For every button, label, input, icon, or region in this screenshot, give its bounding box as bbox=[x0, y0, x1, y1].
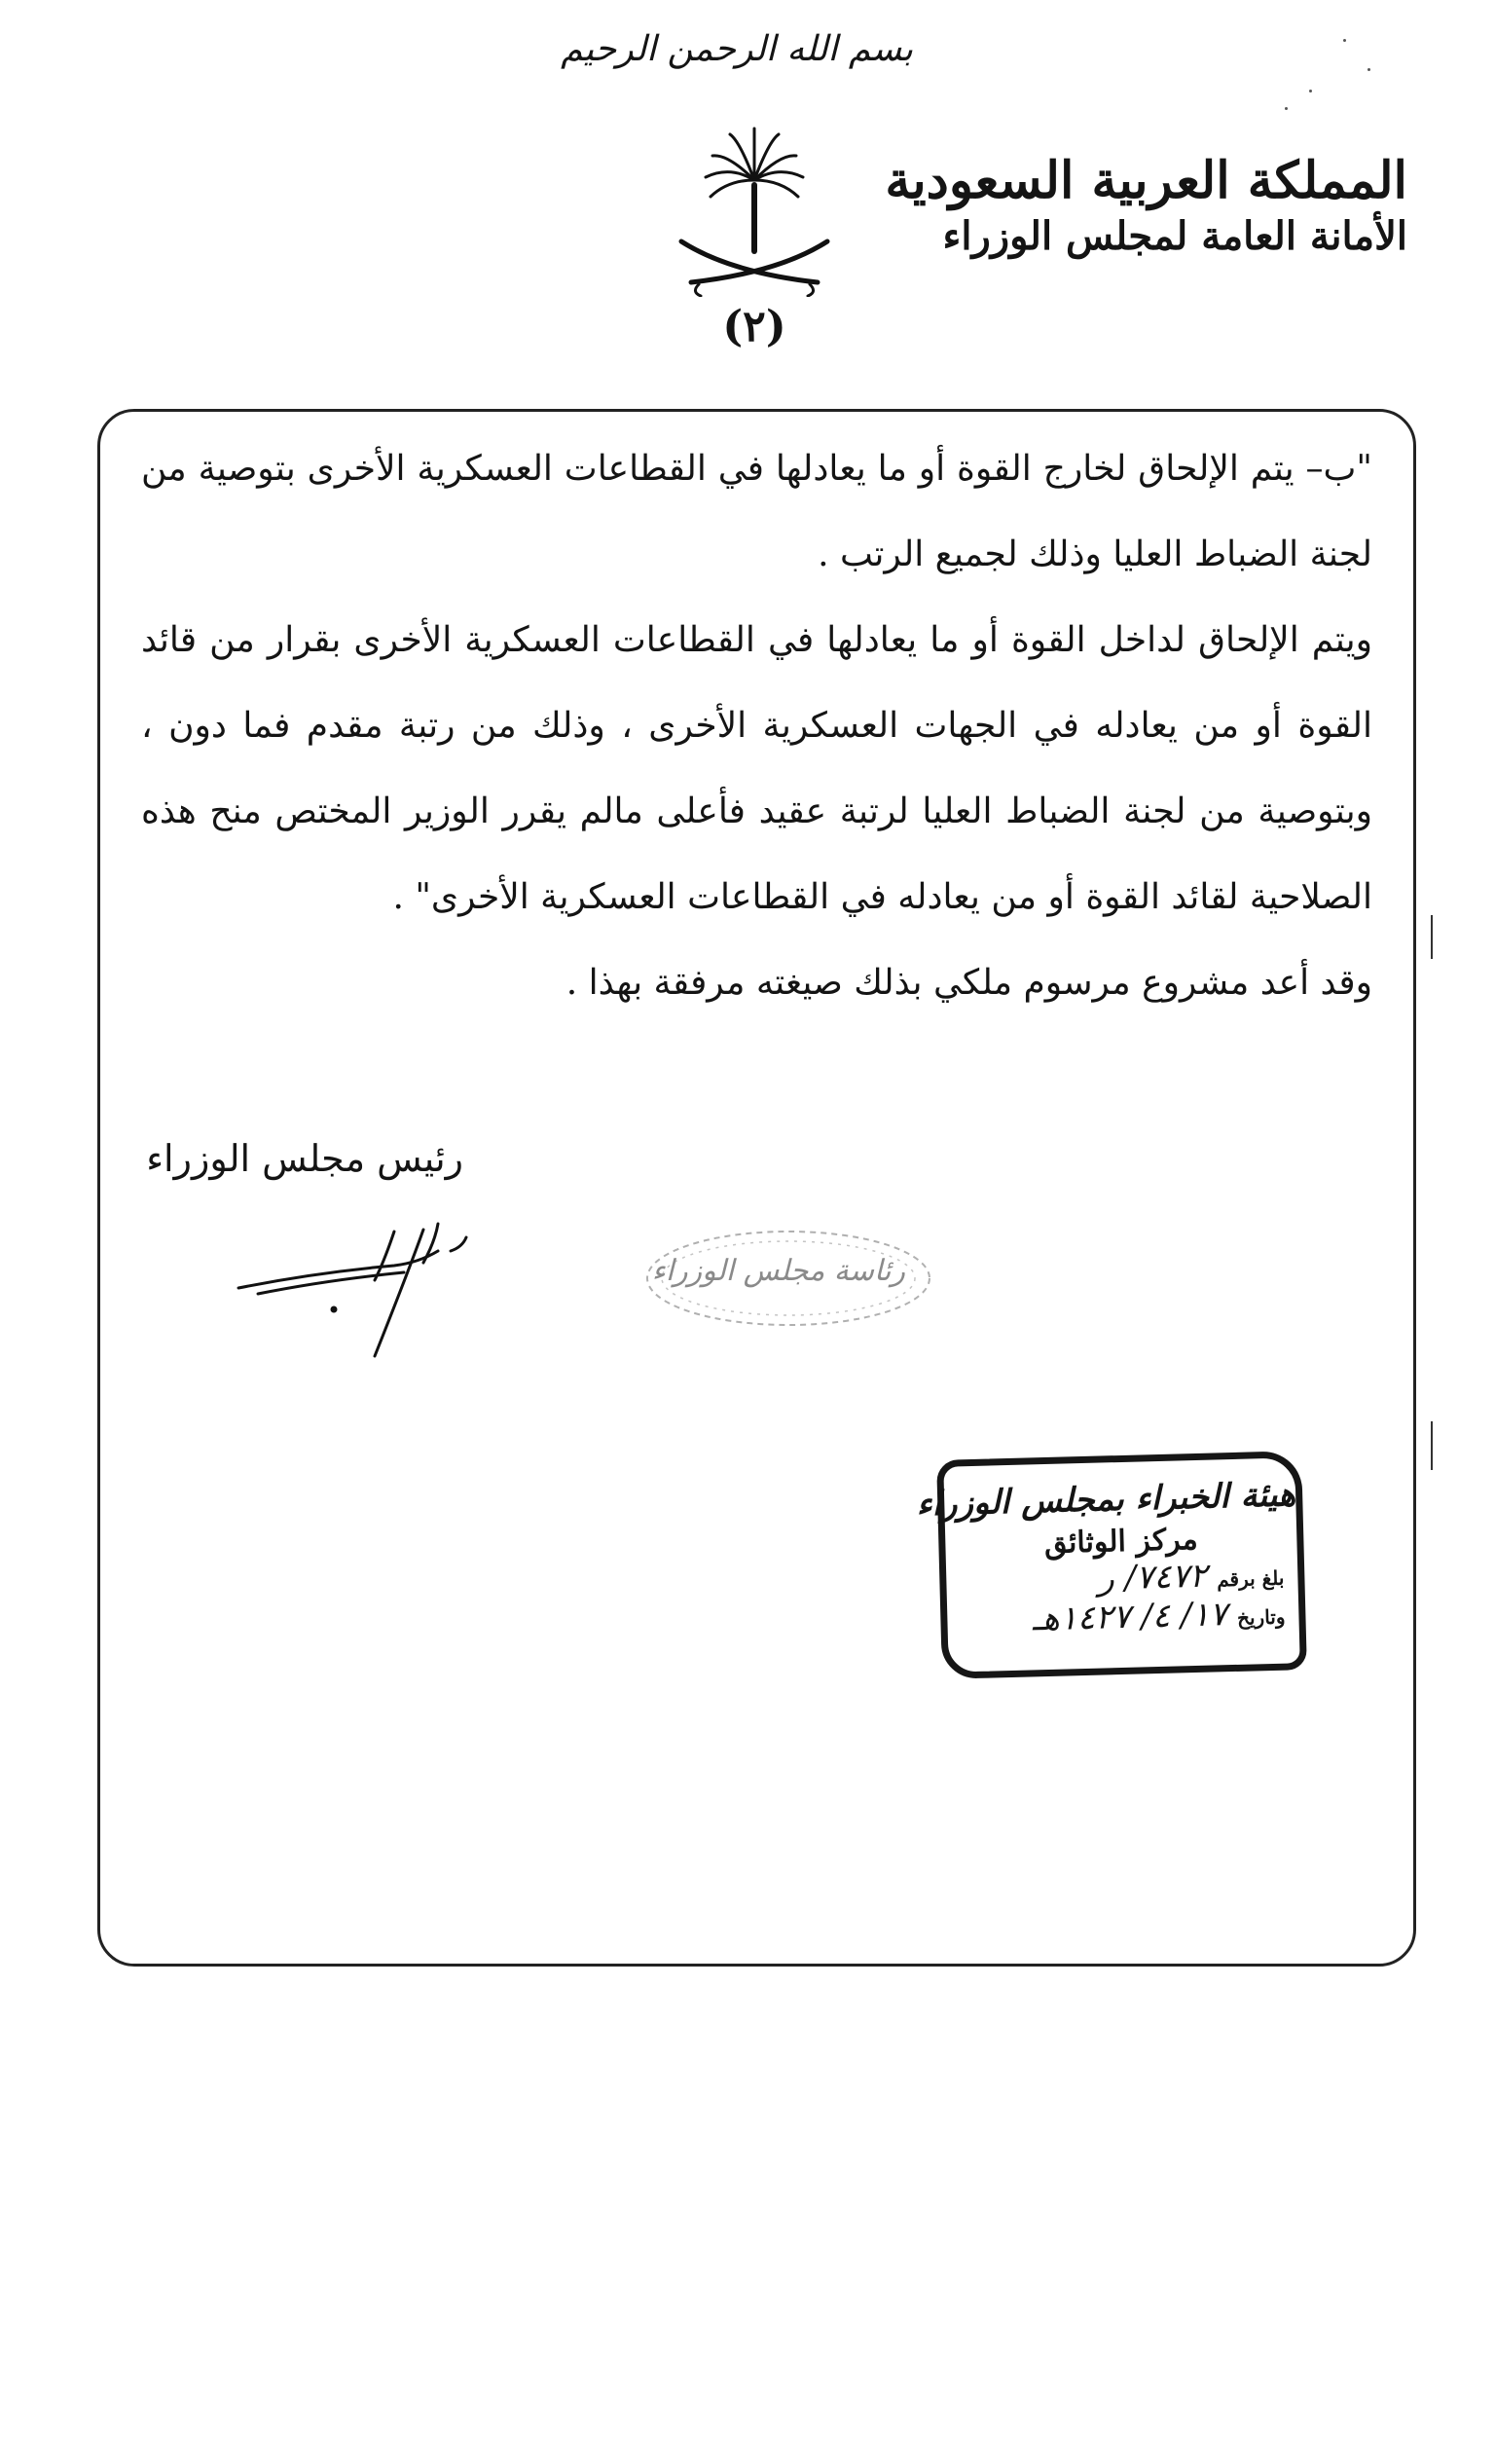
stamp-number-value: ٧٤٧٢/ ر bbox=[1097, 1556, 1208, 1599]
stamp-number-label: بلغ برقم bbox=[1216, 1565, 1285, 1592]
speck bbox=[1343, 39, 1346, 42]
paragraph-3: وقد أعد مشروع مرسوم ملكي بذلك صيغته مرفقة بهذا . bbox=[565, 963, 1372, 1003]
basmala: بسم الله الرحمن الرحيم bbox=[561, 29, 913, 69]
handwritten-signature-icon bbox=[229, 1212, 472, 1358]
paragraph-2: ويتم الإلحاق لداخل القوة أو ما يعادلها في القطاعات العسكرية الأخرى بقرار من قائد القوة أو من يعادله في الجهات العسكرية الأخرى ، وذلك من رتبة مقدم فما دون ، وبتوصية من لجنة الضباط العليا لرتبة عقيد فأعلى مالم يقرر الوزير المختص منح هذه الصلاحية لقائد القوة أو من يعادله في القطاعات العسكرية الأخرى" . bbox=[141, 620, 1372, 917]
speck bbox=[1367, 68, 1370, 71]
document-center-stamp bbox=[916, 1451, 1307, 1679]
stamp-title: هيئة الخبراء بمجلس الوزراء bbox=[916, 1475, 1296, 1525]
margin-mark bbox=[1431, 1421, 1433, 1470]
speck bbox=[1309, 90, 1312, 92]
secretariat-name: الأمانة العامة لمجلس الوزراء bbox=[942, 213, 1407, 260]
stamp-center: مركز الوثائق bbox=[1043, 1522, 1199, 1562]
stamp-date-row bbox=[947, 1593, 1299, 1640]
paragraph-1: "ب– يتم الإلحاق لخارج القوة أو ما يعادلها في القطاعات العسكرية الأخرى بتوصية من لجنة الضباط العليا وذلك لجميع الرتب . bbox=[141, 449, 1372, 574]
kingdom-name: المملكة العربية السعودية bbox=[885, 151, 1407, 210]
seal-text: رئاسة مجلس الوزراء bbox=[651, 1254, 905, 1288]
stamp-date-label: وتاريخ bbox=[1236, 1604, 1286, 1630]
signature-title: رئيس مجلس الوزراء bbox=[146, 1137, 463, 1180]
margin-mark bbox=[1431, 915, 1433, 959]
stamp-date-value: ١٧/ ٤/ ١٤٢٧هـ bbox=[1032, 1595, 1228, 1639]
page-number: (٢) bbox=[722, 302, 786, 351]
speck bbox=[1285, 107, 1288, 110]
document-body bbox=[141, 426, 1372, 1026]
letterhead bbox=[885, 151, 1407, 262]
palm-swords-emblem-icon bbox=[672, 127, 837, 297]
